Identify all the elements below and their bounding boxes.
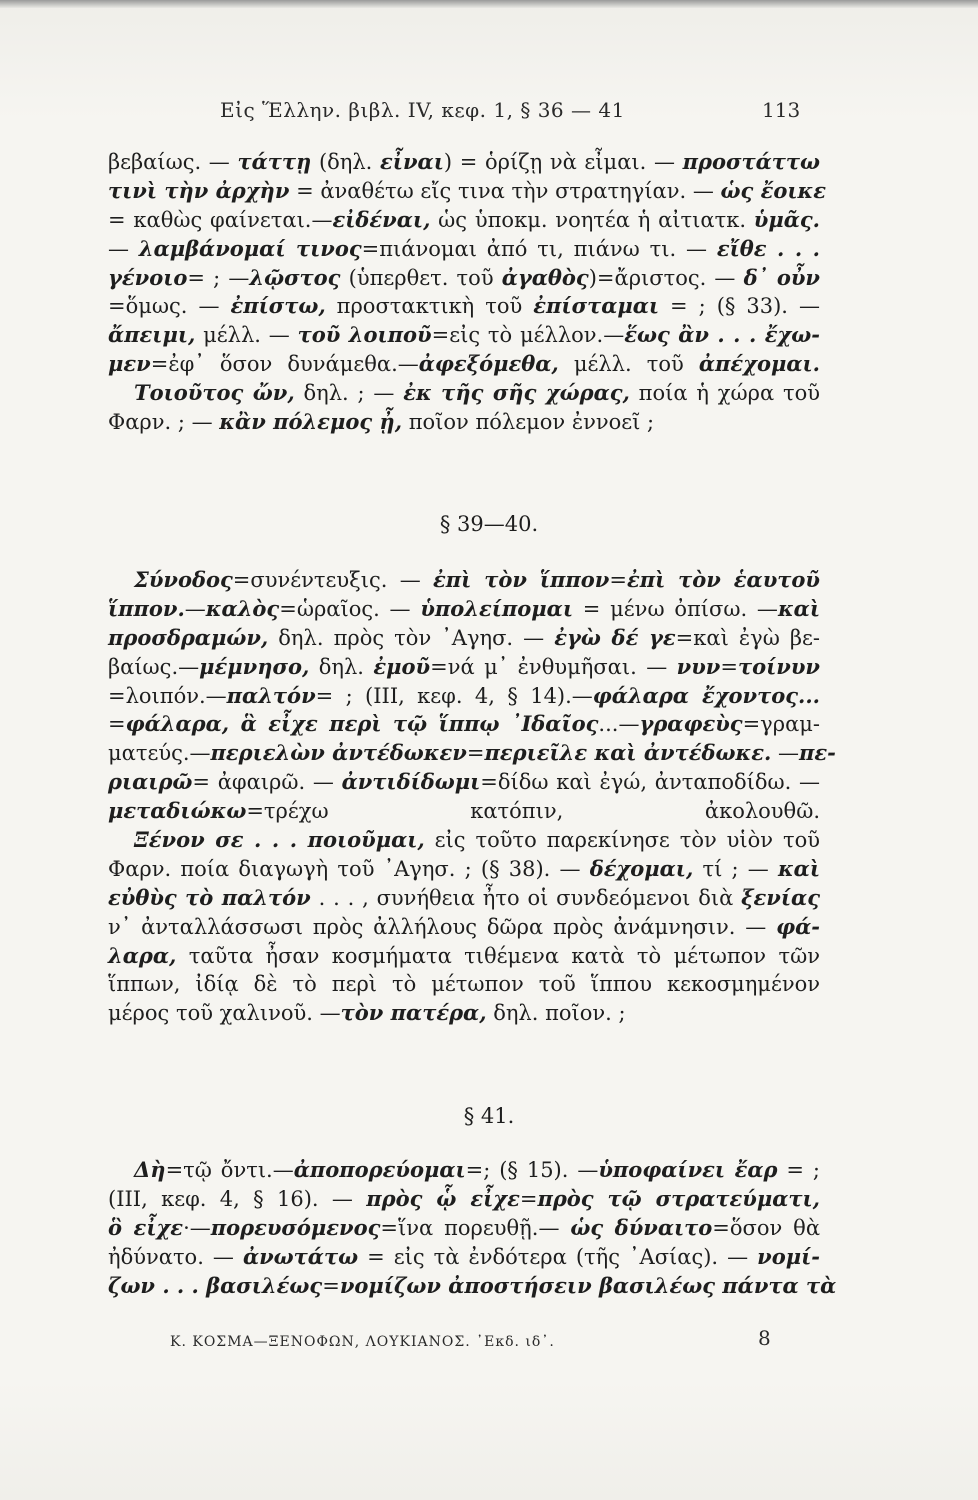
text-line xyxy=(108,321,820,350)
lemma: ξενίας xyxy=(741,884,820,910)
lemma: νομί- xyxy=(757,1243,820,1269)
gloss: ὡς ὑποκμ. νοητέα ἡ αἰτιατκ. xyxy=(430,207,754,232)
gloss: — xyxy=(771,741,799,766)
text-line xyxy=(108,408,820,437)
lemma: πρὸς τῷ στρατεύματι, xyxy=(537,1185,820,1211)
text-line xyxy=(108,999,820,1028)
gloss: = xyxy=(322,1273,340,1298)
lemma: Δὴ xyxy=(134,1157,166,1182)
gloss: ἵππων, ἰδίᾳ δὲ τὸ περὶ τὸ μέτωπον τοῦ ἵππου κεκοσμημένον xyxy=(108,972,820,997)
gloss: ταῦτα ἦσαν κοσμήματα τιθέμενα κατὰ τὸ μέτωπον τῶν xyxy=(176,943,820,968)
lemma: τινὶ τὴν ἀρχὴν xyxy=(108,177,290,203)
text-line xyxy=(108,797,820,826)
text-line xyxy=(108,1272,837,1301)
lemma: ἄπειμι, xyxy=(108,322,196,348)
gloss: = μένω ὀπίσω. — xyxy=(573,596,778,621)
lemma: πρὸς ᾧ εἶχε xyxy=(366,1185,520,1211)
lemma: τοῦ λοιποῦ xyxy=(297,322,432,348)
gloss: =ὡραῖος. — xyxy=(279,596,421,621)
text-line xyxy=(108,624,820,653)
lemma: μεταδιώκω xyxy=(108,798,247,824)
lemma: ἐπὶ τὸν ἵππον xyxy=(432,567,610,592)
gloss: = ; (§ 33). — xyxy=(659,294,820,319)
scan-edge xyxy=(0,0,978,8)
lemma: ἀντιδίδωμι xyxy=(341,769,481,795)
lemma: ἐπίσταμαι xyxy=(533,293,660,319)
lemma: Ξένον σε . . . ποιοῦμαι, xyxy=(134,827,425,853)
lemma: καὶ xyxy=(777,595,820,621)
text-line xyxy=(108,1185,820,1214)
lemma: ὃ εἶχε xyxy=(108,1214,184,1240)
lemma: ζων . . . βασιλέως xyxy=(108,1272,323,1298)
gloss: =νά μ᾽ ἐνθυμῆσαι. — xyxy=(430,654,677,679)
text-line xyxy=(108,206,820,235)
gloss: =τρέχω κατόπιν, ἀκολουθῶ. xyxy=(246,799,820,824)
gloss: (ὑπερθετ. τοῦ xyxy=(340,265,502,290)
text-line xyxy=(108,292,820,321)
gloss: ...— xyxy=(598,712,640,737)
commentary-block-41 xyxy=(108,1156,837,1300)
text-line xyxy=(108,1243,820,1272)
lemma: ἀπέχομαι. xyxy=(698,351,820,377)
lemma: λαρα, xyxy=(108,942,177,968)
gloss: )=ἄριστος. — xyxy=(588,265,744,290)
gloss: =γραμ- xyxy=(742,712,820,737)
lemma: εἶναι xyxy=(380,149,444,174)
lemma: προστάττω xyxy=(682,149,820,174)
lemma: καλὸς xyxy=(205,595,280,621)
gloss: =τῷ ὄντι.— xyxy=(165,1158,294,1182)
text-line xyxy=(108,768,820,797)
gloss: (δηλ. xyxy=(311,150,381,174)
gloss: ἠδύνατο. — xyxy=(108,1244,243,1269)
commentary-block-36-38 xyxy=(108,148,827,437)
lemma: πε- xyxy=(798,740,836,766)
gloss: = xyxy=(519,1186,538,1211)
running-head: Εἰς Ἕλλην. βιβλ. IV, κεφ. 1, § 36 — 41 xyxy=(220,98,625,122)
lemma: ὡς δύναιτο xyxy=(570,1214,713,1240)
text-line xyxy=(108,855,820,884)
lemma: νυν xyxy=(676,653,721,679)
text-line xyxy=(108,1214,820,1243)
gloss: =καὶ ἐγὼ βε- xyxy=(675,625,821,650)
lemma: κἂν πόλεμος ᾖ, xyxy=(219,409,403,435)
sheet-number: 8 xyxy=(758,1326,771,1350)
lemma: περιεῖλε καὶ ἀντέδωκε. xyxy=(484,740,772,766)
gloss: =λοιπόν.— xyxy=(108,683,227,708)
gloss: ·— xyxy=(183,1215,211,1240)
lemma: ἀφεξόμεθα, xyxy=(418,351,559,377)
lemma: φά- xyxy=(776,913,820,939)
gloss: βεβαίως. — xyxy=(108,150,238,174)
lemma: Σύνοδος xyxy=(134,567,233,592)
gloss: εἰς τοῦτο παρεκίνησε τὸν υἱὸν τοῦ xyxy=(424,828,820,853)
gloss: = ἀφαιρῶ. — xyxy=(192,770,342,795)
lemma: πορευσόμενος xyxy=(210,1214,381,1240)
gloss: =δίδω καὶ ἐγώ, ἀνταποδίδω. — xyxy=(480,770,820,795)
lemma: ἐμοῦ xyxy=(373,653,431,679)
gloss: Φαρν. ; — xyxy=(108,410,220,435)
lemma: ὑπολείπομαι xyxy=(420,595,573,621)
page-number: 113 xyxy=(762,98,801,122)
lemma: ὑμᾶς. xyxy=(753,206,820,232)
gloss: δηλ. xyxy=(309,654,374,679)
gloss: =; (§ 15). — xyxy=(465,1158,599,1182)
text-line xyxy=(108,235,820,264)
lemma: ὑποφαίνει ἔαρ xyxy=(598,1157,778,1182)
gloss: = ; xyxy=(777,1158,820,1182)
gloss: = xyxy=(108,712,126,737)
gloss: =πιάνομαι ἀπό τι, πιάνω τι. — xyxy=(361,236,717,261)
lemma: περιελὼν ἀντέδωκεν xyxy=(210,740,467,766)
lemma: ἀνωτάτω xyxy=(242,1243,359,1269)
gloss: = ἀναθέτω εἴς τινα τὴν στρατηγίαν. — xyxy=(289,178,721,203)
gloss: =συνέντευξις. — xyxy=(232,568,433,592)
text-line xyxy=(108,653,820,682)
gloss: = εἰς τὰ ἐνδότερα (τῆς ᾿Ασίας). — xyxy=(358,1244,758,1269)
gloss: =ἵνα πορευθῇ.— xyxy=(380,1215,571,1240)
lemma: ἐπὶ τὸν ἑαυτοῦ xyxy=(626,567,820,592)
text-line xyxy=(108,739,836,768)
gloss: δηλ. ποῖον. ; xyxy=(486,1001,626,1026)
lemma: εὐθὺς τὸ παλτόν xyxy=(108,884,311,910)
gloss: — xyxy=(184,596,206,621)
lemma: τὸν πατέρα, xyxy=(340,1000,487,1026)
printer-signature: Κ. ΚΟΣΜΑ—ΞΕΝΟΦΩΝ, ΛΟΥΚΙΑΝΟΣ. ᾿Εκδ. ιδ᾽. xyxy=(170,1334,555,1350)
commentary-block-39-40 xyxy=(108,566,836,1028)
gloss: προστακτικὴ τοῦ xyxy=(325,294,534,319)
lemma: δέχομαι, xyxy=(589,855,694,881)
section-heading-39-40: § 39—40. xyxy=(439,512,539,536)
gloss: δηλ. ; — xyxy=(294,381,404,406)
gloss: =εἰς τὸ μέλλον.— xyxy=(431,323,625,348)
gloss: μέρος τοῦ χαλινοῦ. — xyxy=(108,1001,341,1026)
gloss: = ; — xyxy=(187,265,250,290)
lemma: τοίνυν xyxy=(737,653,820,679)
lemma: καὶ xyxy=(777,855,820,881)
gloss: Φαρν. ποία διαγωγὴ τοῦ ᾿Αγησ. ; (§ 38). — xyxy=(108,856,590,881)
gloss: τί ; — xyxy=(693,856,778,881)
lemma: εἰδέναι, xyxy=(332,206,431,232)
gloss: βαίως.— xyxy=(108,654,200,679)
text-line xyxy=(108,148,820,177)
text-line xyxy=(108,566,820,595)
lemma: ἐγὼ δέ γε xyxy=(554,624,676,650)
gloss: ποία ἡ χώρα τοῦ xyxy=(629,381,820,406)
gloss: = ; (ΙΙΙ, κεφ. 4, § 14).— xyxy=(315,683,593,708)
text-line xyxy=(108,264,820,293)
gloss: ) = ὁρίζῃ νὰ εἶμαι. — xyxy=(443,150,683,174)
gloss: = xyxy=(466,741,485,766)
gloss: = xyxy=(720,654,738,679)
text-line xyxy=(108,970,820,999)
gloss: (ΙΙΙ, κεφ. 4, § 16). — xyxy=(108,1186,367,1211)
text-line xyxy=(108,379,820,408)
lemma: γραφεὺς xyxy=(639,711,743,737)
lemma: ριαιρῶ xyxy=(108,769,193,795)
gloss: ματεύς.— xyxy=(108,741,211,766)
gloss: μέλλ. τοῦ xyxy=(558,352,699,377)
text-line xyxy=(108,710,820,739)
gloss: =ὅμως. — xyxy=(108,294,231,319)
lemma: εἴθε . . . xyxy=(716,235,820,261)
lemma: ἕως ἂν . . . ἔχω- xyxy=(624,322,820,348)
lemma: μεν xyxy=(108,351,151,377)
lemma: ἐκ τῆς σῆς χώρας, xyxy=(403,380,630,406)
text-line xyxy=(108,826,820,855)
lemma: νομίζων ἀποστήσειν βασιλέως πάντα τὰ xyxy=(339,1272,837,1298)
lemma: λῷστος xyxy=(249,264,341,290)
text-line xyxy=(108,1156,820,1185)
gloss: ν᾽ ἀνταλλάσσωσι πρὸς ἀλλήλους δῶρα πρὸς ἀνάμνησιν. — xyxy=(108,914,777,939)
text-line xyxy=(108,682,820,711)
gloss: = xyxy=(609,568,627,592)
lemma: Τοιοῦτος ὤν, xyxy=(134,380,295,406)
text-line xyxy=(108,942,820,971)
gloss: =ὅσον θὰ xyxy=(712,1215,821,1240)
gloss: — xyxy=(108,236,139,261)
lemma: ὡς ἔοικε xyxy=(720,177,827,203)
lemma: ἐπίστω, xyxy=(230,293,326,319)
lemma: ἵππον. xyxy=(108,595,185,621)
lemma: φάλαρα, ἃ εἶχε περὶ τῷ ἵππῳ ᾿Ιδαῖος xyxy=(125,711,599,737)
lemma: γένοιο xyxy=(108,264,188,290)
gloss: ποῖον πόλεμον ἐννοεῖ ; xyxy=(402,410,655,435)
text-line xyxy=(108,913,820,942)
section-heading-41: § 41. xyxy=(463,1104,515,1128)
lemma: ἀποπορεύομαι xyxy=(293,1157,466,1182)
lemma: τάττῃ xyxy=(237,149,312,174)
lemma: φάλαρα ἔχοντος... xyxy=(592,682,820,708)
lemma: προσδραμών, xyxy=(108,624,269,650)
gloss: =ἐφ᾽ ὅσον δυνάμεθα.— xyxy=(150,352,419,377)
gloss: δηλ. πρὸς τὸν ᾿Αγησ. — xyxy=(268,625,555,650)
text-line xyxy=(108,177,827,206)
gloss: = καθὼς φαίνεται.— xyxy=(108,207,333,232)
gloss: μέλλ. — xyxy=(195,323,298,348)
text-line xyxy=(108,350,820,379)
lemma: ἀγαθὸς xyxy=(501,264,589,290)
text-line xyxy=(108,884,820,913)
lemma: λαμβάνομαί τινος xyxy=(138,235,362,261)
lemma: μέμνησο, xyxy=(199,653,310,679)
gloss: . . . , συνήθεια ἦτο οἱ συνδεόμενοι διὰ xyxy=(310,885,742,910)
lemma: παλτόν xyxy=(226,682,316,708)
text-line xyxy=(108,595,820,624)
lemma: δ᾽ οὖν xyxy=(743,264,821,290)
